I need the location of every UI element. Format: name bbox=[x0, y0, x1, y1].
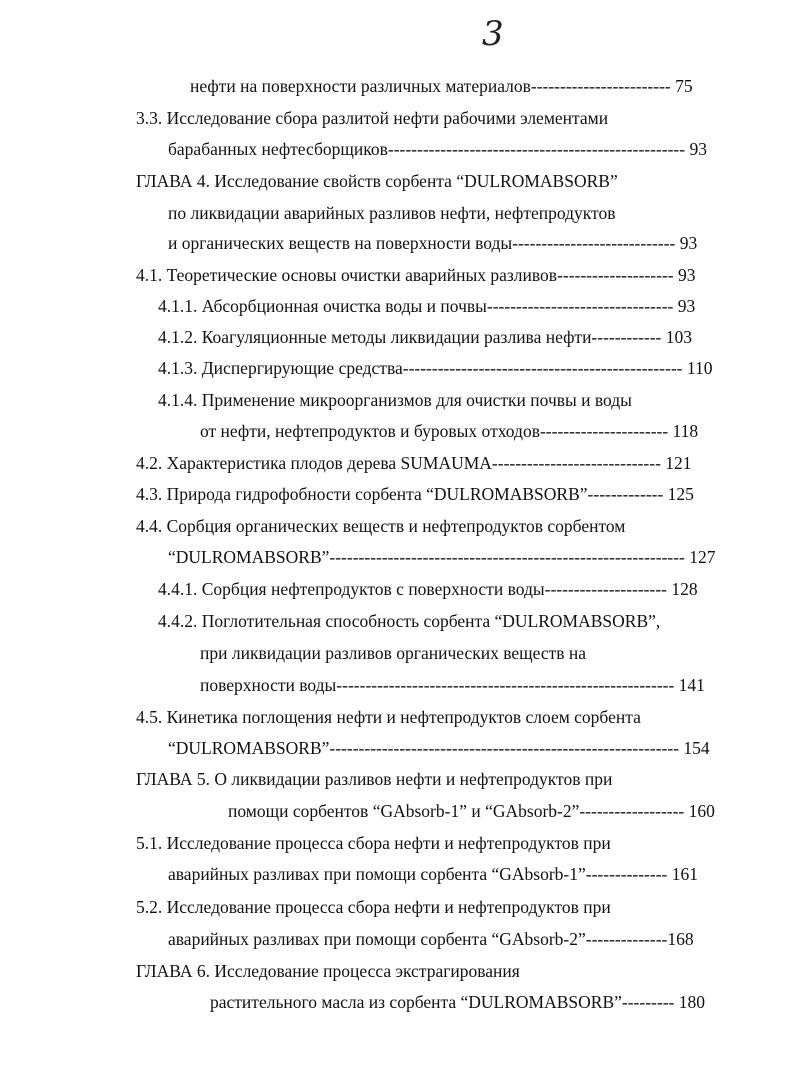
toc-line: нефти на поверхности различных материалов------------------------ 75 bbox=[190, 76, 693, 96]
toc-line: растительного масла из сорбента “DULROMABSORB”--------- 180 bbox=[210, 992, 705, 1012]
toc-line: 4.1.2. Коагуляционные методы ликвидации разлива нефти------------ 103 bbox=[158, 327, 692, 347]
toc-line: аварийных разливах при помощи сорбента “GAbsorb-2”--------------168 bbox=[168, 929, 694, 949]
toc-line: 4.3. Природа гидрофобности сорбента “DULROMABSORB”------------- 125 bbox=[136, 484, 694, 504]
toc-line: 4.5. Кинетика поглощения нефти и нефтепродуктов слоем сорбента bbox=[136, 707, 641, 727]
toc-line: от нефти, нефтепродуктов и буровых отходов---------------------- 118 bbox=[200, 421, 699, 441]
toc-line: 4.1. Теоретические основы очистки аварийных разливов-------------------- 93 bbox=[136, 265, 696, 285]
toc-line: ГЛАВА 6. Исследование процесса экстрагирования bbox=[136, 961, 520, 981]
toc-line: 4.4.1. Сорбция нефтепродуктов с поверхности воды--------------------- 128 bbox=[158, 579, 698, 599]
toc-line: аварийных разливах при помощи сорбента “GAbsorb-1”-------------- 161 bbox=[168, 864, 698, 884]
toc-line: 4.4.2. Поглотительная способность сорбента “DULROMABSORB”, bbox=[158, 611, 661, 631]
toc-line: 4.2. Характеристика плодов дерева SUMAUMA----------------------------- 121 bbox=[136, 453, 692, 473]
toc-line: барабанных нефтесборщиков--------------------------------------------------- 93 bbox=[168, 139, 707, 159]
toc-line: и органических веществ на поверхности воды---------------------------- 93 bbox=[168, 233, 698, 253]
toc-line: 4.1.3. Диспергирующие средства------------------------------------------------ 110 bbox=[158, 358, 713, 378]
toc-line: ГЛАВА 4. Исследование свойств сорбента “DULROMABSORB” bbox=[136, 171, 618, 191]
toc-line: “DULROMABSORB”------------------------------------------------------------- 127 bbox=[168, 547, 716, 567]
toc-line: 5.2. Исследование процесса сбора нефти и нефтепродуктов при bbox=[136, 897, 611, 917]
toc-line: при ликвидации разливов органических веществ на bbox=[200, 643, 587, 663]
toc-line: 4.1.1. Абсорбционная очистка воды и почвы-------------------------------- 93 bbox=[158, 296, 696, 316]
toc-line: поверхности воды---------------------------------------------------------- 141 bbox=[200, 675, 705, 695]
toc-line: “DULROMABSORB”------------------------------------------------------------ 154 bbox=[168, 738, 710, 758]
toc-line: 5.1. Исследование процесса сбора нефти и нефтепродуктов при bbox=[136, 833, 611, 853]
toc-line: помощи сорбентов “GAbsorb-1” и “GAbsorb-2”------------------ 160 bbox=[228, 801, 715, 821]
toc-line: 4.1.4. Применение микроорганизмов для очистки почвы и воды bbox=[158, 390, 632, 410]
toc-line: 3.3. Исследование сбора разлитой нефти рабочими элементами bbox=[136, 108, 609, 128]
toc-line: ГЛАВА 5. О ликвидации разливов нефти и нефтепродуктов при bbox=[136, 769, 613, 789]
page-number: 3 bbox=[482, 14, 504, 54]
toc-line: по ликвидации аварийных разливов нефти, нефтепродуктов bbox=[168, 203, 616, 223]
toc-line: 4.4. Сорбция органических веществ и нефтепродуктов сорбентом bbox=[136, 516, 626, 536]
